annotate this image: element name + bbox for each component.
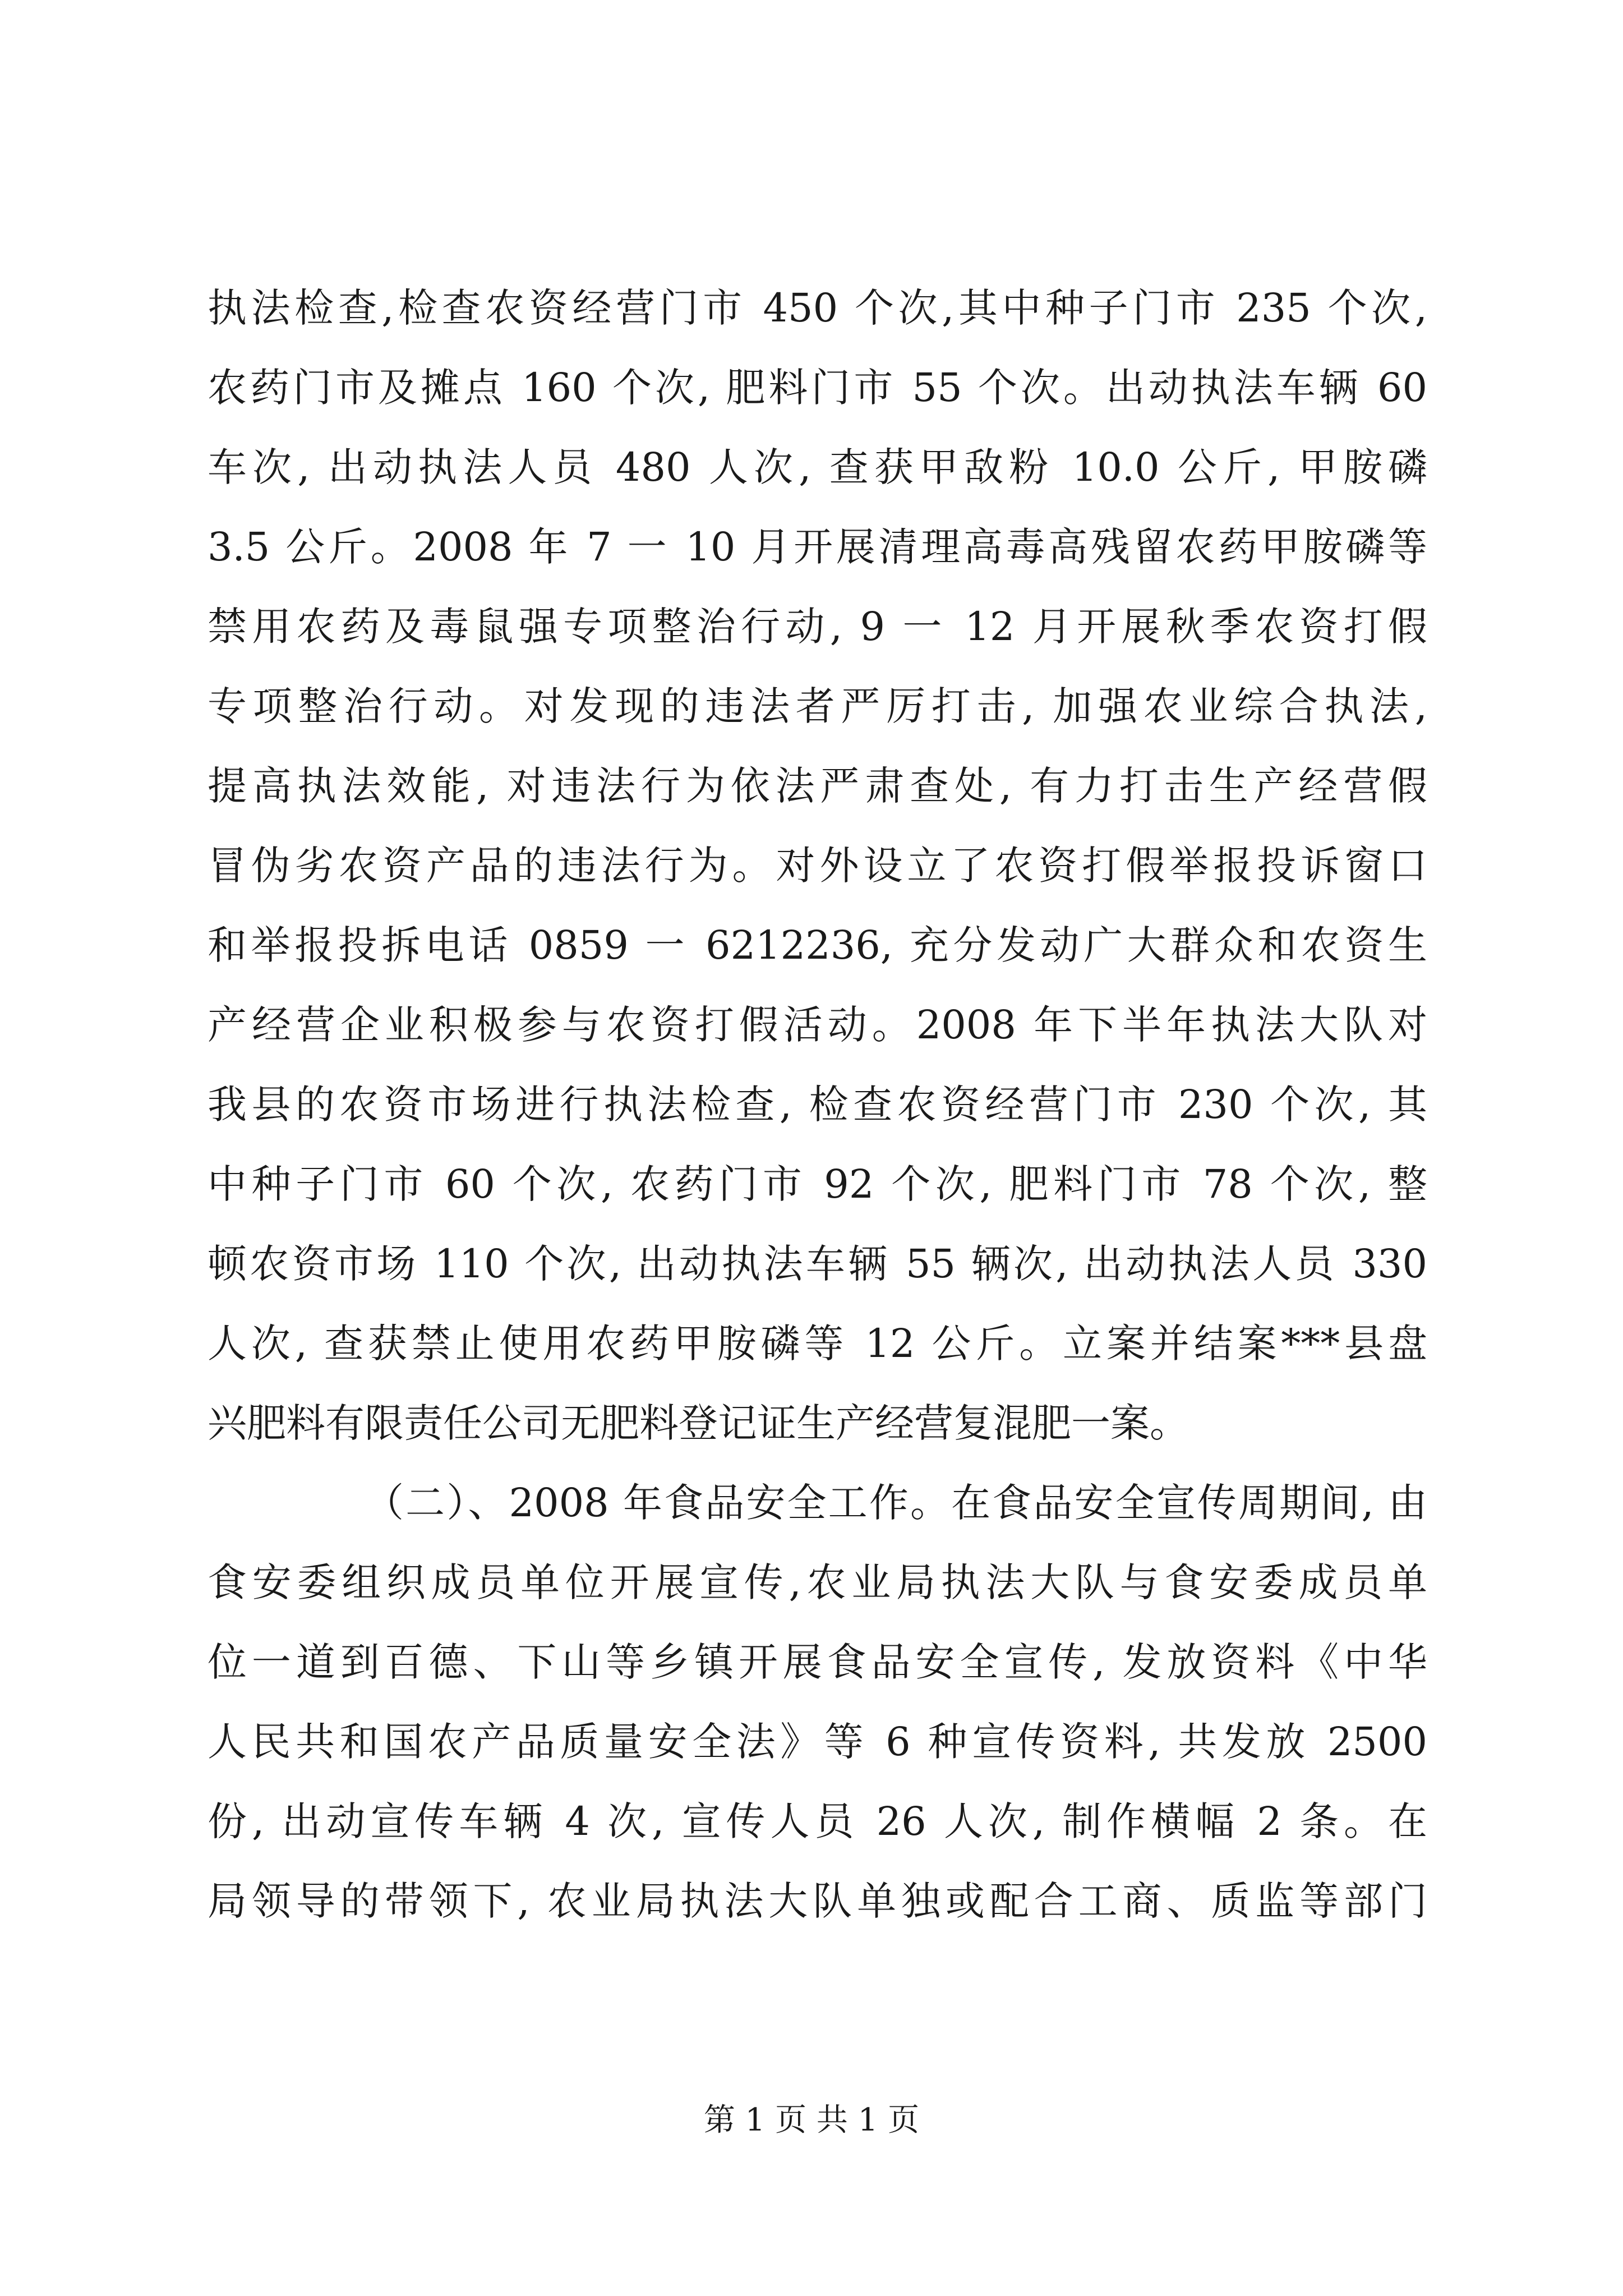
- text-line: 位一道到百德、下山等乡镇开展食品安全宣传, 发放资料《中华: [208, 1639, 1427, 1685]
- document-body: [208, 268, 1427, 1941]
- text-line: 冒伪劣农资产品的违法行为。对外设立了农资打假举报投诉窗口: [208, 843, 1427, 889]
- text-line: 中种子门市 60 个次, 农药门市 92 个次, 肥料门市 78 个次, 整: [208, 1161, 1427, 1207]
- text-line: 禁用农药及毒鼠强专项整治行动, 9 一 12 月开展秋季农资打假: [208, 604, 1427, 650]
- text-line: 顿农资市场 110 个次, 出动执法车辆 55 辆次, 出动执法人员 330: [208, 1241, 1427, 1287]
- page-number-label: 第 1 页 共 1 页: [703, 2102, 920, 2138]
- text-line: 农药门市及摊点 160 个次, 肥料门市 55 个次。出动执法车辆 60: [208, 365, 1427, 411]
- text-line: 执法检查,检查农资经营门市 450 个次,其中种子门市 235 个次,: [208, 285, 1427, 331]
- paragraph-first-line: （二）、2008 年食品安全工作。在食品安全宣传周期间, 由: [365, 1480, 1427, 1526]
- text-line: 专项整治行动。对发现的违法者严厉打击, 加强农业综合执法,: [208, 683, 1427, 729]
- text-line: 和举报投拆电话 0859 一 6212236, 充分发动广大群众和农资生: [208, 922, 1427, 968]
- text-line: 人民共和国农产品质量安全法》等 6 种宣传资料, 共发放 2500: [208, 1719, 1427, 1765]
- text-line: 兴肥料有限责任公司无肥料登记证生产经营复混肥一案。: [208, 1400, 1189, 1446]
- text-line: 份, 出动宣传车辆 4 次, 宣传人员 26 人次, 制作横幅 2 条。在: [208, 1798, 1427, 1844]
- text-line: 人次, 查获禁止使用农药甲胺磷等 12 公斤。立案并结案***县盘: [208, 1320, 1427, 1366]
- text-line: 食安委组织成员单位开展宣传,农业局执法大队与食安委成员单: [208, 1559, 1427, 1605]
- text-line: 提高执法效能, 对违法行为依法严肃查处, 有力打击生产经营假: [208, 763, 1427, 809]
- text-line: 我县的农资市场进行执法检查, 检查农资经营门市 230 个次, 其: [208, 1082, 1427, 1128]
- text-line: 局领导的带领下, 农业局执法大队单独或配合工商、质监等部门: [208, 1878, 1427, 1924]
- text-line: 产经营企业积极参与农资打假活动。2008 年下半年执法大队对: [208, 1002, 1427, 1048]
- text-line: 车次, 出动执法人员 480 人次, 查获甲敌粉 10.0 公斤, 甲胺磷: [208, 444, 1427, 490]
- text-line: 3.5 公斤。2008 年 7 一 10 月开展清理高毒高残留农药甲胺磷等: [208, 524, 1427, 570]
- page-footer: [0, 2098, 1623, 2143]
